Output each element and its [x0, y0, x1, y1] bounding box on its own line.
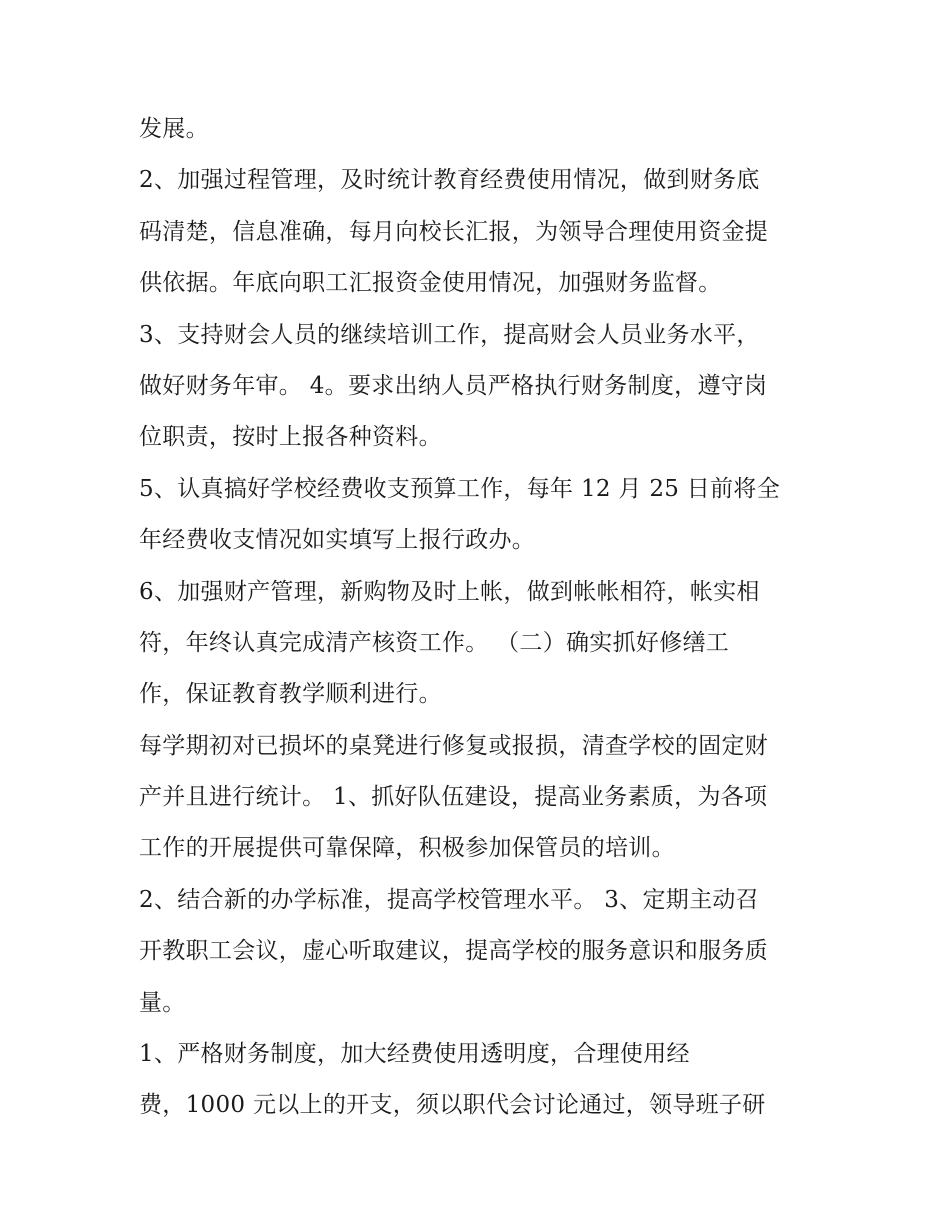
text-line: 码清楚，信息准确，每月向校长汇报，为领导合理使用资金提 — [139, 218, 769, 245]
text-line: 费，1000 元以上的开支，须以职代会讨论通过，领导班子研 — [139, 1092, 766, 1119]
text-line: 3、支持财会人员的继续培训工作，提高财会人员业务水平， — [139, 321, 760, 348]
text-line: 发展。 — [139, 116, 209, 142]
text-line: 量。 — [139, 989, 186, 1016]
text-line: 5、认真搞好学校经费收支预算工作，每年 12 月 25 日前将全 — [139, 475, 781, 502]
text-line: 年经费收支情况如实填写上报行政办。 — [139, 527, 536, 554]
text-line: 每学期初对已损坏的桌凳进行修复或报损，清查学校的固定财 — [139, 732, 769, 759]
text-line: 作，保证教育教学顺利进行。 — [139, 681, 442, 708]
text-line: 供依据。年底向职工汇报资金使用情况，加强财务监督。 — [139, 270, 722, 297]
text-line: 开教职工会议，虚心听取建议，提高学校的服务意识和服务质 — [139, 938, 769, 965]
text-line: 做好财务年审。 4。要求出纳人员严格执行财务制度，遵守岗 — [139, 372, 768, 399]
text-line: 1、严格财务制度，加大经费使用透明度，合理使用经 — [139, 1041, 690, 1068]
text-line: 产并且进行统计。 1、抓好队伍建设，提高业务素质，为各项 — [139, 784, 768, 811]
text-line: 位职责，按时上报各种资料。 — [139, 424, 442, 451]
text-line: 2、结合新的办学标准，提高学校管理水平。 3、定期主动召 — [139, 886, 759, 913]
body-text — [139, 108, 819, 1136]
text-line: 6、加强财产管理，新购物及时上帐，做到帐帐相符，帐实相 — [139, 578, 760, 605]
text-line: 工作的开展提供可靠保障，积极参加保管员的培训。 — [139, 835, 675, 862]
text-line: 2、加强过程管理，及时统计教育经费使用情况，做到财务底 — [139, 167, 760, 194]
text-line: 符，年终认真完成清产核资工作。 （二）确实抓好修缮工 — [139, 629, 730, 656]
